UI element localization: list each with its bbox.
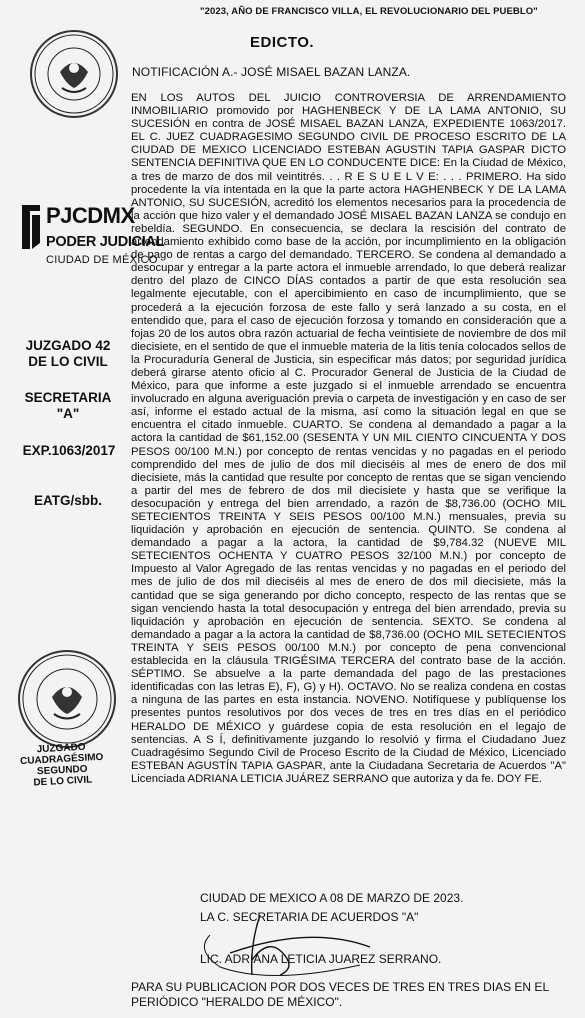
secretary-label-line2: "A" [56, 406, 80, 421]
logo-text-poder-judicial: PODER JUDICIAL [46, 234, 165, 250]
court-label-line2: DE LO CIVIL [28, 354, 108, 369]
pjcdmx-mark-icon [20, 203, 42, 251]
edict-body: EN LOS AUTOS DEL JUICIO CONTROVERSIA DE ARRENDAMIENTO INMOBILIARIO promovido por HAGHENBECK Y DE LA LAMA ANTONIO, SU SUCESIÓN en contra de JOSÉ MISAEL BAZAN LANZA, EXPEDIENTE 1063/2017. EL C. JUEZ CUADRAGESIMO SEGUNDO CIVIL DE PROCESO ESCRITO DE LA CIUDAD DE MEXICO LICENCIADO ESTEBAN AGUSTIN TAPIA GASPAR DICTO SENTENCIA DEFINITIVA QUE EN LO CONDUCENTE DICE: En la Ciudad de México, a tres de marzo de dos mil veintitrés. . . R E S U E L V E: . . . PRIMERO. Ha sido procedente la vía intentada en la que la parte actora HAGHENBECK Y DE LA LAMA ANTONIO, SU SUCESIÓN, acreditó los elementos necesarios para la procedencia de la acción que hizo valer y el demandado JOSÉ MISAEL BAZAN LANZA se condujo en rebeldía. SEGUNDO. En consecuencia, se declara la rescisión del contrato de arrendamiento exhibido como base de la acción, por incumplimiento en la obligación de pago de rentas a cargo del demandado. TERCERO. Se condena al demandado a desocupar y entregar a la parte actora el inmueble arrendado, lo que deberá realizar dentro del plazo de CINCO DÍAS contados a partir de que esta resolución sea legalmente ejecutable, con el apercibimiento en caso de incumplimiento, que se procederá a la ejecución forzosa de este fallo y será lanzado a su costa, en el entendido que, para el caso de ejecución forzosa y tomando en consideración que a fojas 20 de los autos obra razón actuarial de fecha veintisiete de noviembre de dos mil diecisiete, en el sentido de que el inmueble materia de la litis tenía colocados sellos de la Procuraduría General de Justicia, sin especificar más datos; por seguridad jurídica deberá girarse atento oficio al C. Procurador General de Justicia de la Ciudad de México, para que informe a este juzgado si el inmueble arrendado se encuentra involucrado en alguna averiguación previa o carpeta de investigación y en caso de ser así, informe el estado actual de la misma, así como la situación legal en que se encuentra el citado inmueble. CUARTO. Se condena al demandado a pagar a la actora la cantidad de $61,152.00 (SESENTA Y UN MIL CIENTO CINCUENTA Y DOS PESOS 00/100 M.N.) por concepto de rentas vencidas y no pagadas en el periodo comprendido del mes de julio de dos mil dieciséis al mes de enero de dos mil diecisiete, más la cantidad que resulte por concepto de rentas que se sigan venciendo a partir del mes de febrero de dos mil diecisiete y hasta que se verifique la desocupación y entrega del bien arrendado, a razón de $8,736.00 (OCHO MIL SETECIENTOS TREINTA Y SEIS PESOS 00/100 M.N.) mensuales, previa su liquidación y aprobación en ejecución de sentencia. QUINTO. Se condena al demandado a pagar a la actora, la cantidad de $9,784.32 (NUEVE MIL SETECIENTOS OCHENTA Y CUATRO PESOS 32/100 M.N.) por concepto de Impuesto al Valor Agregado de las rentas vencidas y no pagadas en el periodo del mes de julio de dos mil dieciséis al mes de enero de dos mil diecisiete, más la cantidad que se siga generando por dicho concepto, respecto de las rentas que se sigan venciendo hasta la total desocupación y entrega del bien arrendado, previa su liquidación y aprobación en ejecución de sentencia. SEXTO. Se condena al demandado a pagar a la actora la cantidad de $8,736.00 (OCHO MIL SETECIENTOS TREINTA Y SEIS PESOS 00/100 M.N.) por concepto de pena convencional establecida en la cláusula TRIGÉSIMA TERCERA del contrato base de la acción. SÉPTIMO. Se absuelve a la parte demandada del pago de las prestaciones identificadas con las letras E), F), G) y H). OCTAVO. No se realiza condena en costas a ninguna de las partes en esta instancia. NOVENO. Notifíquese y publíquense los presentes puntos resolutivos por dos veces de tres en tres días en el periódico HERALDO DE MÉXICO y guárdese copia de esta resolución en el legajo de sentencias. A S Í, definitivamente juzgando lo resolvió y firma el Ciudadano Juez Cuadragésimo Segundo Civil de Proceso Escrito de la Ciudad de México, Licenciado ESTEBAN AGUSTÍN TAPIA GASPAR, ante la Ciudadana Secretaria de Acuerdos "A" Licenciada ADRIANA LETICIA JUÁREZ SERRANO que autoriza y da fe. DOY FE. [131, 92, 566, 785]
closing-signer-name: LIC. ADRIANA LETICIA JUAREZ SERRANO. [200, 952, 442, 966]
notification-line: NOTIFICACIÓN A.- JOSÉ MISAEL BAZAN LANZA. [132, 65, 411, 79]
secretary-label [18, 390, 118, 422]
initials: EATG/sbb. [33, 493, 102, 508]
secretary-label-line1: SECRETARIA [24, 390, 112, 405]
closing-place-date: CIUDAD DE MEXICO A 08 DE MARZO DE 2023. [200, 891, 464, 905]
stamp-text-line2: DE LO CIVIL [33, 774, 93, 789]
court-label [18, 338, 118, 370]
court-label-line1: JUZGADO 42 [25, 338, 111, 353]
closing-role: LA C. SECRETARIA DE ACUERDOS "A" [200, 910, 419, 924]
case-number: EXP.1063/2017 [22, 443, 116, 458]
court-seal-top-icon [30, 30, 118, 118]
publication-footer: PARA SU PUBLICACION POR DOS VECES DE TRES EN TRES DIAS EN EL PERIÓDICO "HERALDO DE MÉXICO". [131, 980, 549, 1009]
document-title: EDICTO. [250, 34, 315, 51]
pjcdmx-logo [20, 203, 165, 273]
header-motto: "2023, AÑO DE FRANCISCO VILLA, EL REVOLUCIONARIO DEL PUEBLO" [200, 6, 538, 17]
court-seal-bottom-icon [18, 650, 116, 748]
logo-text-ciudad: CIUDAD DE MÉXICO [46, 254, 158, 266]
signature-icon [190, 905, 390, 985]
court-stamp-text [1, 740, 123, 790]
stamp-text-line1: JUZGADO CUADRAGÉSIMO SEGUNDO [19, 741, 104, 778]
logo-text-cdmx: PJCDMX [46, 203, 135, 228]
